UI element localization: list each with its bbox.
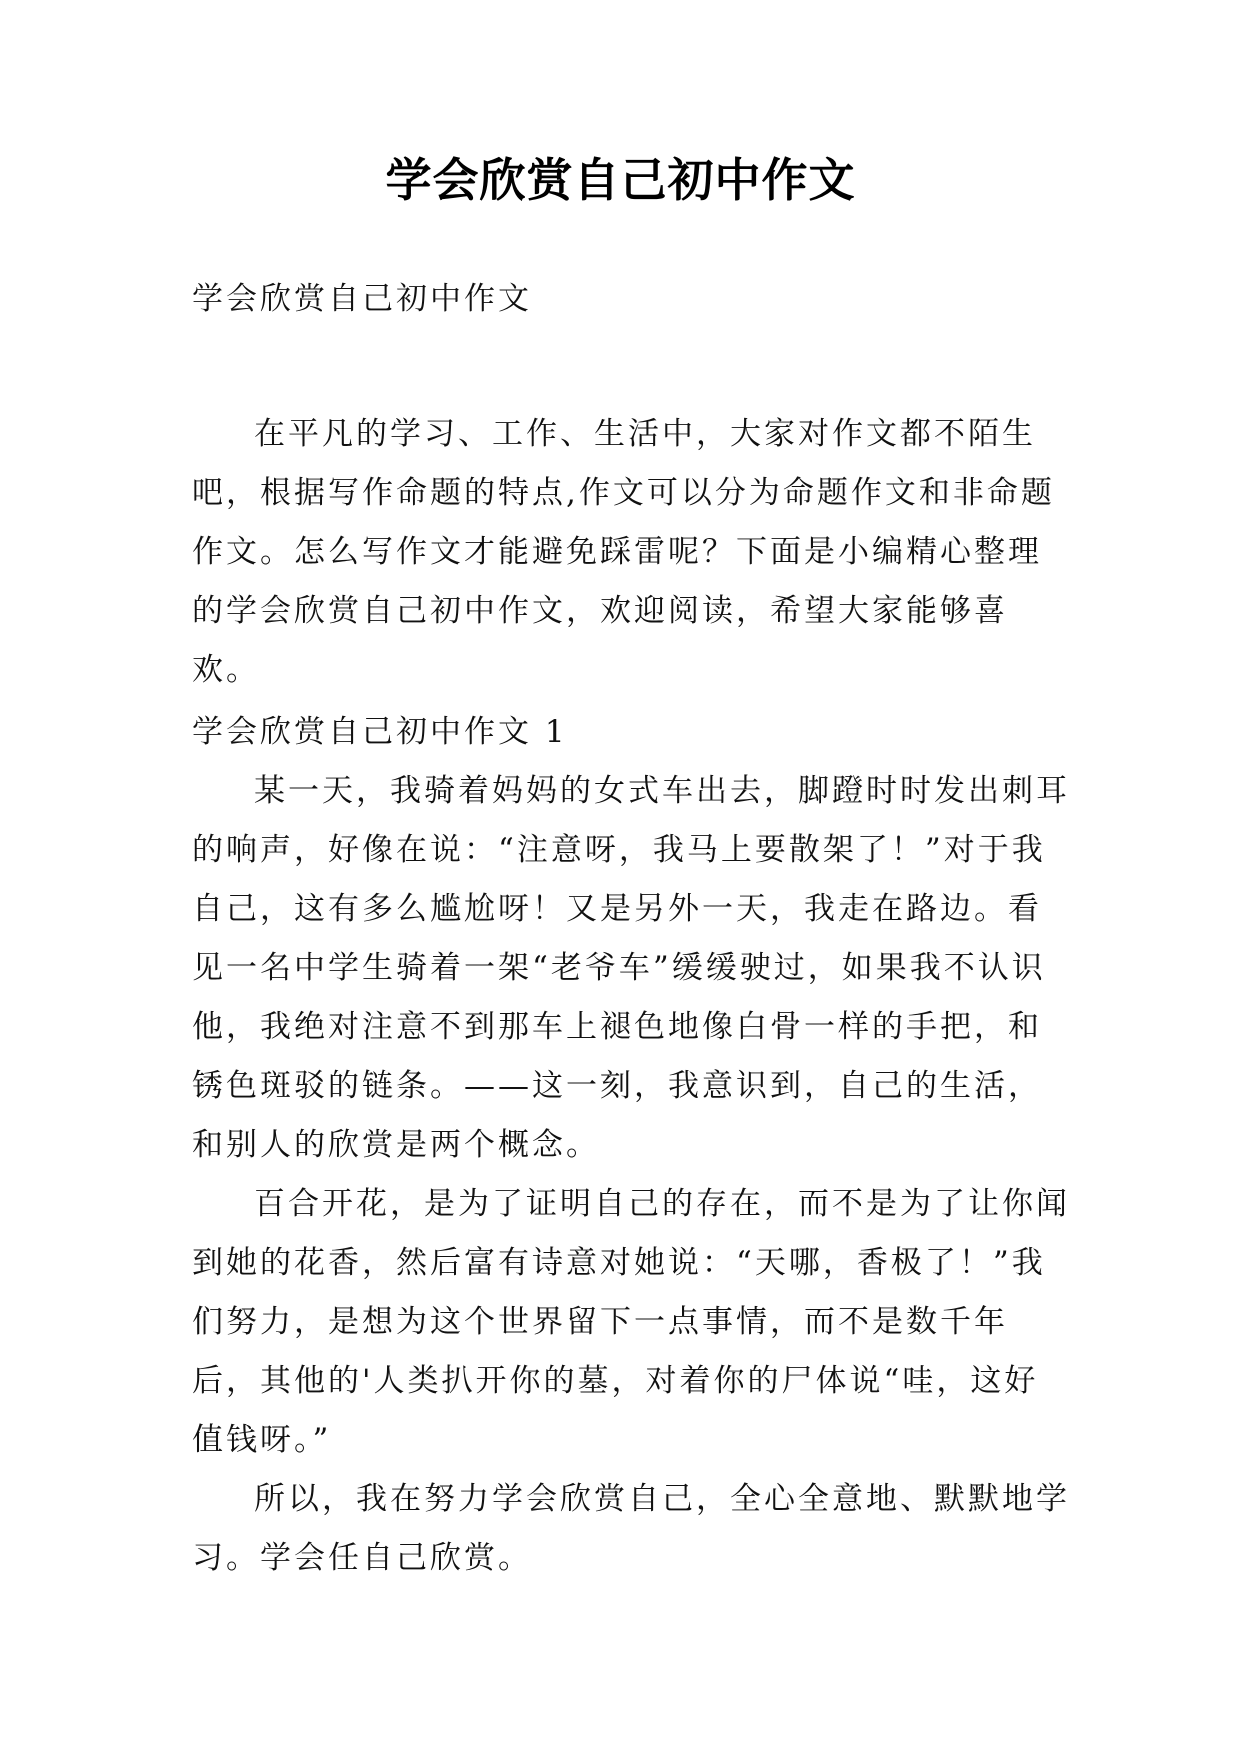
- body-paragraph: 所以，我在努力学会欣赏自己，全心全意地、默默地学习。学会任自己欣赏。: [192, 1481, 1070, 1576]
- body-paragraph: 百合开花，是为了证明自己的存在，而不是为了让你闻到她的花香，然后富有诗意对她说：“天哪，香极了！”我们努力，是想为这个世界留下一点事情，而不是数千年后，其他的'人类扒开你的墓，对着你的尸体说“哇，这好值钱呀。”: [192, 1186, 1070, 1458]
- document-subtitle: 学会欣赏自己初中作文: [192, 281, 532, 317]
- intro-block: [192, 405, 1072, 700]
- intro-paragraph: 在平凡的学习、工作、生活中，大家对作文都不陌生吧，根据写作命题的特点,作文可以分为命题作文和非命题作文。怎么写作文才能避免踩雷呢？下面是小编精心整理的学会欣赏自己初中作文，欢迎阅读，希望大家能够喜欢。: [192, 416, 1055, 688]
- document-title: 学会欣赏自己初中作文: [385, 153, 856, 207]
- section-heading: 学会欣赏自己初中作文 1: [192, 714, 568, 750]
- body-paragraph: 某一天，我骑着妈妈的女式车出去，脚蹬时时发出刺耳的响声，好像在说：“注意呀，我马上要散架了！”对于我自己，这有多么尴尬呀！又是另外一天，我走在路边。看见一名中学生骑着一架“老爷车”缓缓驶过，如果我不认识他，我绝对注意不到那车上褪色地像白骨一样的手把，和锈色斑驳的链条。——这一刻，我意识到，自己的生活，和别人的欣赏是两个概念。: [192, 773, 1070, 1163]
- section-1: [192, 703, 1072, 1588]
